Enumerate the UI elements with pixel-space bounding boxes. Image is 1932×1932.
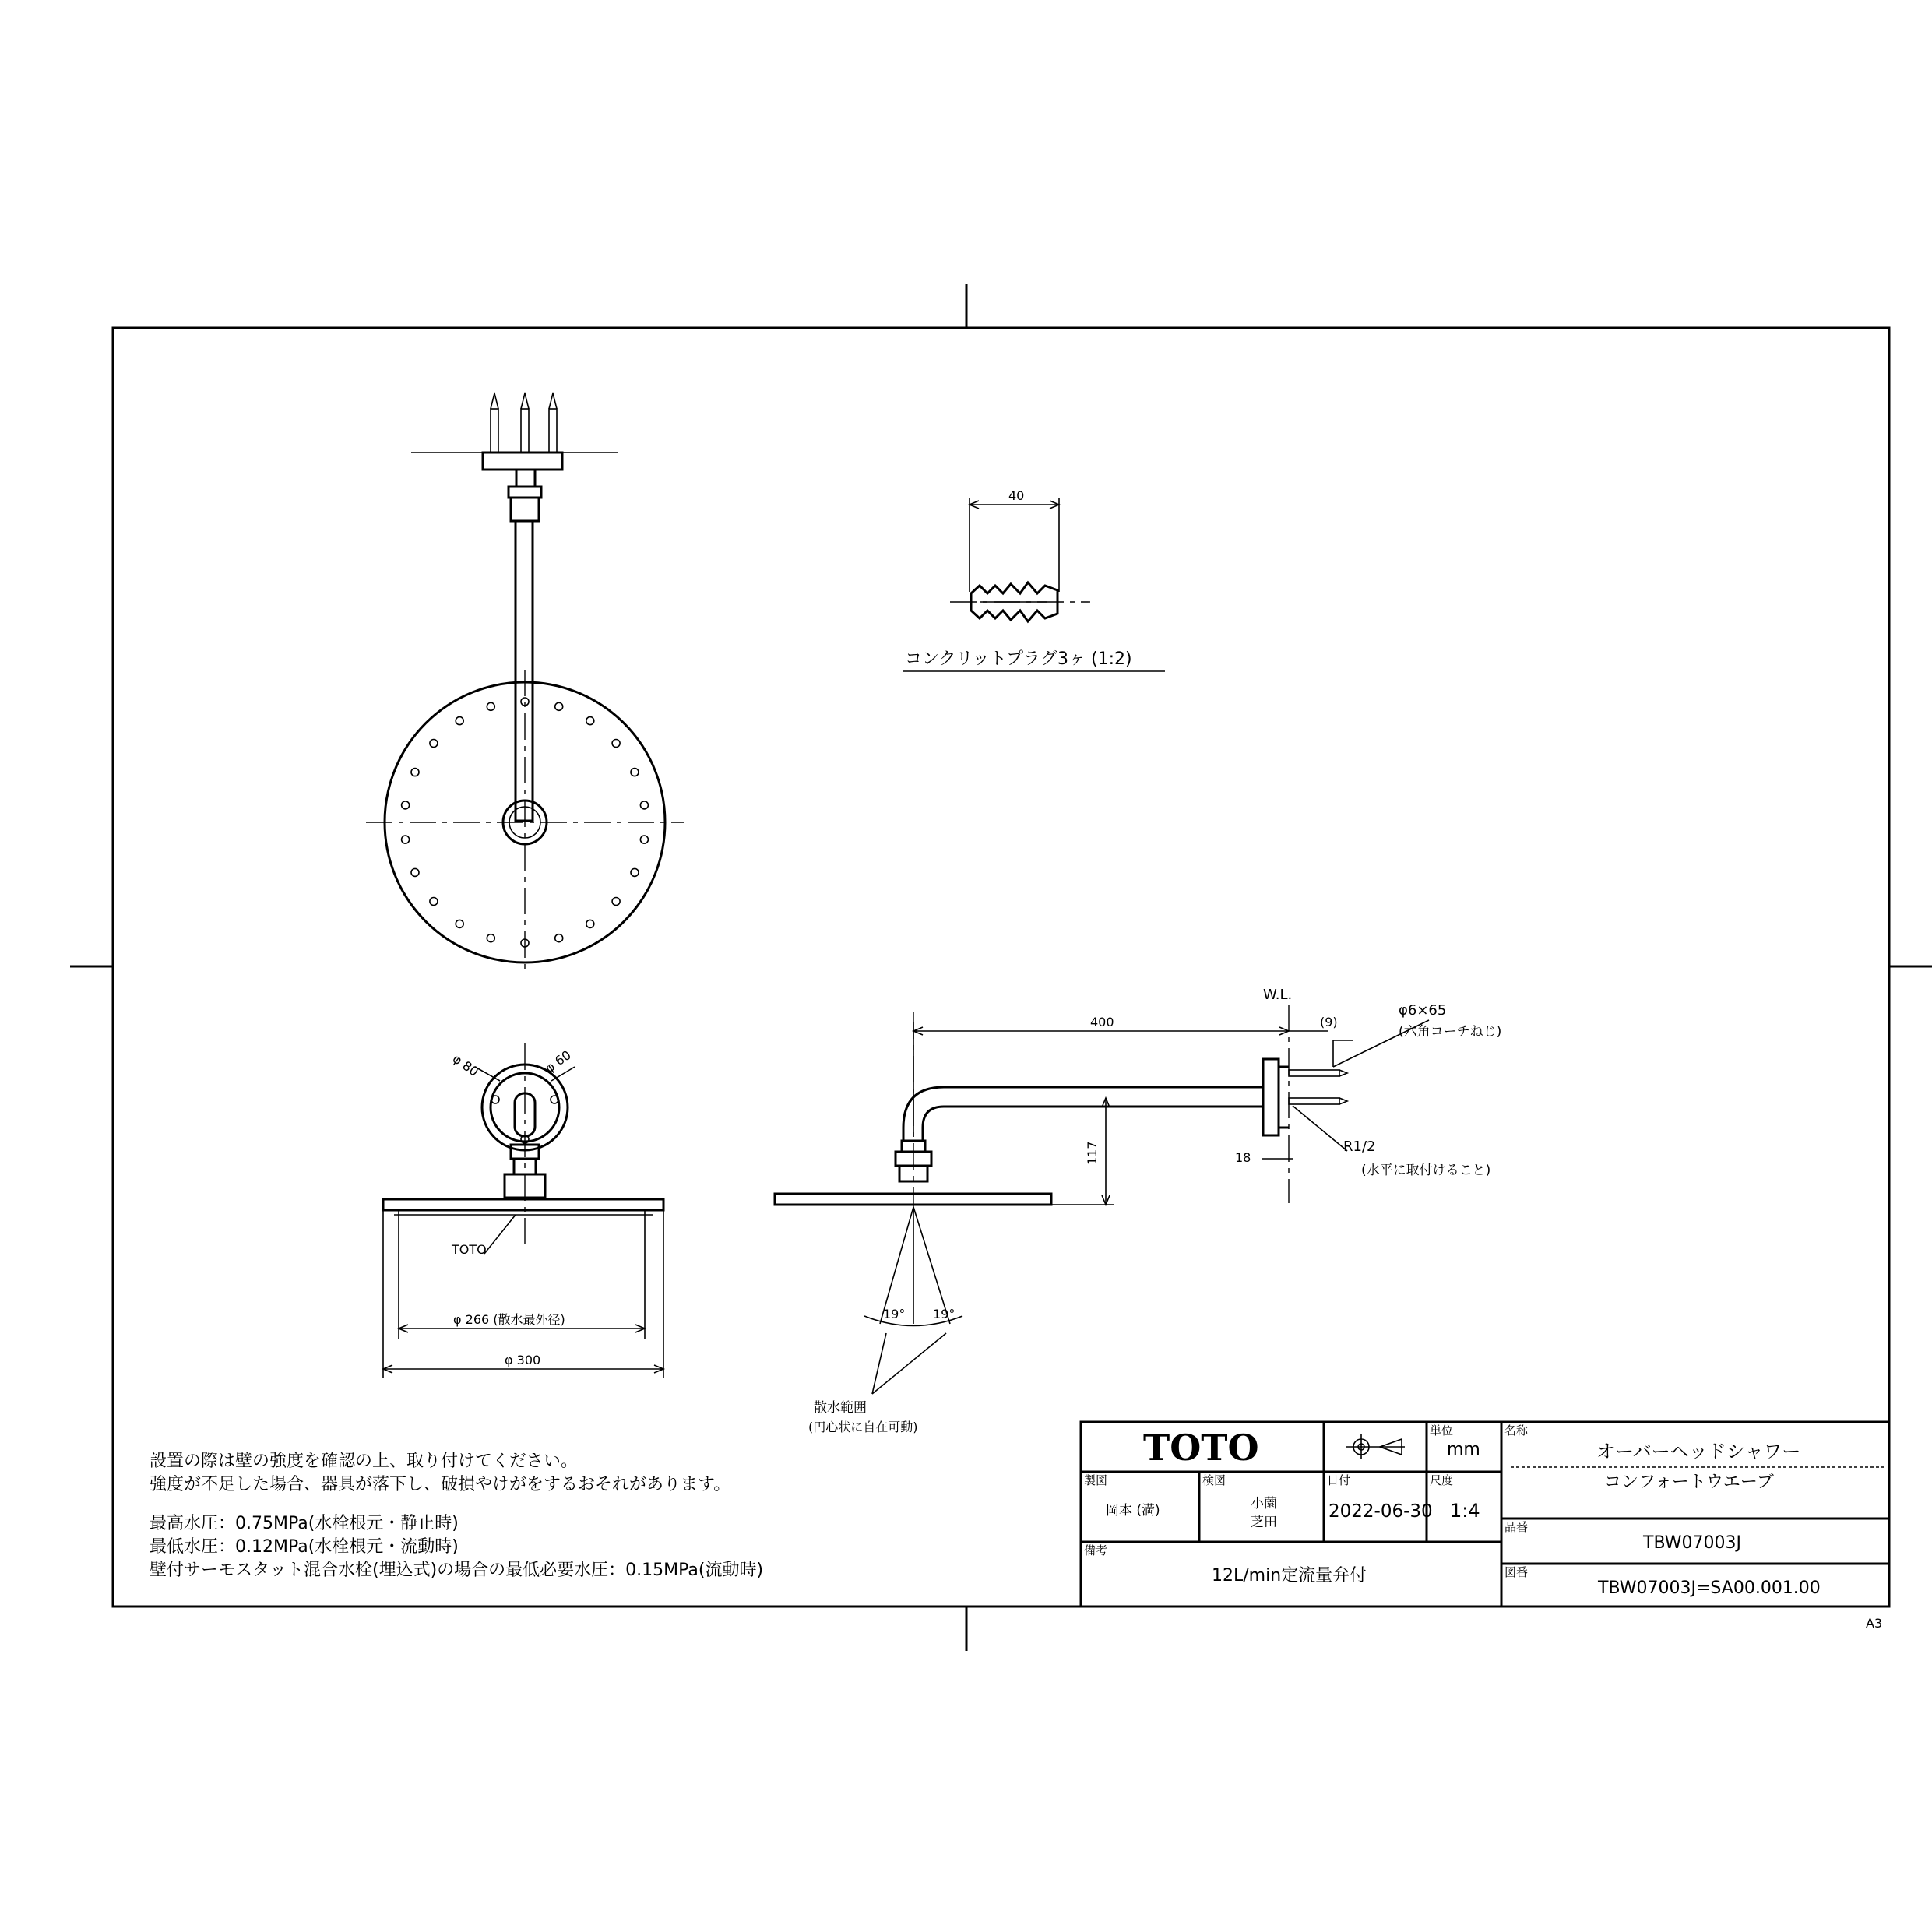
install-note-2: 強度が不足した場合、器具が落下し、破損やけがをするおそれがあります。 <box>150 1475 731 1494</box>
product-name-line1: オーバーヘッドシャワー <box>1596 1441 1801 1462</box>
nozzle-hole <box>430 740 438 748</box>
part-no-label: 品番 <box>1504 1520 1529 1534</box>
screw-label: φ6×65 <box>1399 1002 1447 1019</box>
gap-dimension: (9) <box>1320 1015 1338 1029</box>
spray-range-note: (円心状に自在可動) <box>808 1420 918 1434</box>
drawn-by: 岡本 (満) <box>1106 1503 1160 1519</box>
remarks-value: 12L/min定流量弁付 <box>1212 1566 1367 1585</box>
nozzle-hole <box>555 702 563 710</box>
date-label: 日付 <box>1327 1473 1351 1487</box>
nozzle-hole <box>456 920 463 927</box>
wall-flange <box>1263 1059 1279 1135</box>
spray-range-label: 散水範囲 <box>814 1400 867 1416</box>
checked-by-2: 芝田 <box>1251 1515 1277 1530</box>
pressure-note-thermostat: 壁付サーモスタット混合水栓(埋込式)の場合の最低必要水圧：0.15MPa(流動時) <box>150 1561 764 1580</box>
scale-label: 尺度 <box>1430 1473 1454 1487</box>
drawing-no-value: TBW07003J=SA00.001.00 <box>1598 1578 1821 1598</box>
part-no-value: TBW07003J <box>1643 1533 1741 1553</box>
nozzle-hole <box>402 801 410 809</box>
nozzle-hole <box>456 717 463 725</box>
drawing-no-label: 図番 <box>1504 1565 1529 1579</box>
name-label: 名称 <box>1504 1423 1529 1438</box>
nozzle-hole <box>586 717 594 725</box>
projection-symbol <box>1346 1434 1405 1459</box>
front-view <box>383 1043 663 1378</box>
nozzle-hole <box>640 836 648 843</box>
checked-by-1: 小薗 <box>1251 1496 1277 1511</box>
checked-label: 検図 <box>1202 1473 1226 1487</box>
nozzle-hole <box>586 920 594 927</box>
side-view <box>775 1005 1429 1394</box>
nozzle-hole <box>487 702 494 710</box>
drawn-label: 製図 <box>1084 1473 1108 1487</box>
flange-dimension: 18 <box>1235 1150 1251 1165</box>
nozzle-hole <box>555 934 563 942</box>
plug-length-dimension: 40 <box>1008 488 1025 503</box>
thread-label: R1/2 <box>1343 1138 1376 1155</box>
unit-value: mm <box>1447 1440 1480 1459</box>
toto-mark-label: TOTO <box>452 1242 487 1257</box>
pressure-note-min: 最低水圧：0.12MPa(水栓根元・流動時) <box>150 1537 459 1557</box>
dia-60-dimension: φ 60 <box>542 1047 574 1076</box>
nozzle-hole <box>411 769 419 776</box>
angle-right-label: 19° <box>933 1307 955 1321</box>
height-dimension: 117 <box>1085 1141 1100 1165</box>
anchor-screw-right <box>549 393 557 452</box>
dia-80-dimension: φ 80 <box>449 1050 482 1079</box>
arm-length-dimension: 400 <box>1090 1015 1114 1029</box>
nozzle-hole <box>430 898 438 906</box>
wl-label: W.L. <box>1263 987 1293 1003</box>
top-view <box>366 393 684 973</box>
nozzle-hole <box>631 769 639 776</box>
spray-diameter-dimension: φ 266 (散水最外径) <box>453 1312 565 1327</box>
anchor-screw-left <box>491 393 498 452</box>
angle-left-label: 19° <box>883 1307 906 1321</box>
scale-value: 1:4 <box>1450 1500 1480 1522</box>
nozzle-hole <box>631 868 639 876</box>
nozzle-hole <box>612 898 620 906</box>
product-name-line2: コンフォートウエーブ <box>1604 1473 1774 1492</box>
install-note-1: 設置の際は壁の強度を確認の上、取り付けてください。 <box>150 1452 579 1471</box>
date-value: 2022-06-30 <box>1328 1501 1433 1522</box>
sheet-size-label: A3 <box>1866 1616 1883 1631</box>
plug-caption: コンクリットプラグ3ヶ (1:2) <box>905 649 1132 669</box>
unit-label: 単位 <box>1430 1423 1454 1438</box>
brand-logo: TOTO <box>1143 1427 1259 1469</box>
nozzle-hole <box>612 740 620 748</box>
nozzle-hole <box>487 934 494 942</box>
screw-note: (六角コーチねじ) <box>1399 1024 1502 1040</box>
thread-note: (水平に取付けること) <box>1361 1163 1491 1178</box>
remarks-label: 備考 <box>1084 1543 1108 1557</box>
anchor-screw-center <box>521 393 529 452</box>
plug-detail <box>950 498 1090 621</box>
nozzle-hole <box>402 836 410 843</box>
pressure-note-max: 最高水圧：0.75MPa(水栓根元・静止時) <box>150 1514 459 1533</box>
head-diameter-dimension: φ 300 <box>505 1353 541 1367</box>
nozzle-hole <box>640 801 648 809</box>
nozzle-hole <box>411 868 419 876</box>
